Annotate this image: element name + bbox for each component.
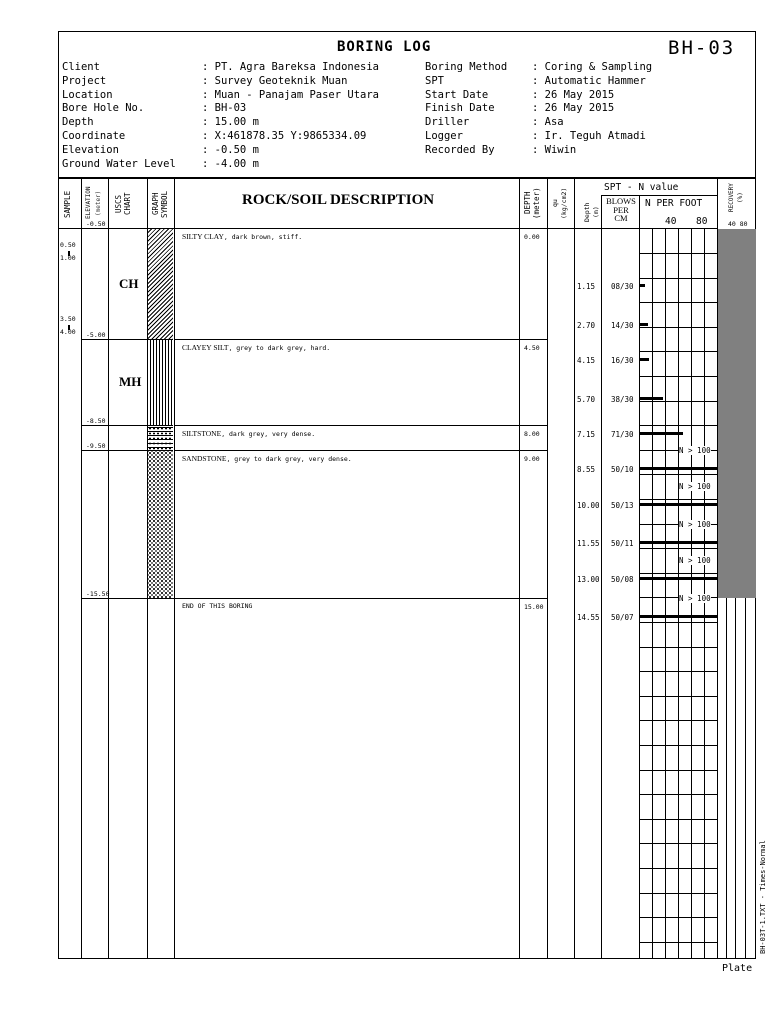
uscs-code: MH: [119, 374, 142, 390]
n-axis-tick-80: 80: [696, 216, 708, 227]
spt-depth: 8.55: [577, 464, 596, 474]
header-value-line: : PT. Agra Bareksa Indonesia: [202, 61, 380, 73]
col-divider-spt-depth: [601, 195, 602, 959]
col-divider-depth: [547, 177, 548, 959]
spt-depth: 10.00: [577, 500, 600, 510]
spt-blows: 38/30: [611, 394, 634, 404]
spt-depth: 13.00: [577, 574, 600, 584]
col-header-elevation: ELEVATION: [85, 186, 92, 220]
layer-description-text: END OF THIS BORING: [182, 602, 253, 610]
spt-depth: 2.70: [577, 320, 596, 330]
col-divider-sample: [81, 177, 82, 959]
layer-description: [182, 454, 352, 463]
col-header-uscs: USCS CHART: [114, 192, 132, 216]
log-title: BORING LOG: [337, 39, 432, 55]
layer-soil-name: CLAYEY SILT: [182, 343, 229, 352]
spt-n-bar: [639, 577, 717, 580]
layer-depth: 9.00: [524, 455, 540, 463]
col-divider-graph: [174, 177, 175, 959]
col-header-spt-title: SPT - N value: [604, 182, 679, 193]
layer-boundary: [174, 598, 547, 599]
col-header-recovery: RECOVERY (%): [728, 183, 744, 213]
layer-description-text: , grey to dark grey, hard.: [228, 344, 331, 352]
sample-bottom-depth: 1.00: [60, 253, 76, 262]
spt-n-bar: [639, 284, 645, 287]
header-label-line: Coordinate: [62, 129, 126, 142]
col-header-spt-depth: Depth (m): [583, 202, 600, 222]
header-label-line: Bore Hole No.: [62, 102, 145, 115]
spt-depth: 14.55: [577, 612, 600, 622]
spt-n-bar: [639, 397, 663, 400]
hole-id: BH-03: [668, 37, 736, 59]
layer-elevation: -0.50: [86, 220, 106, 228]
header-label-line: Driller: [425, 116, 470, 129]
header-label-line: Elevation: [62, 143, 119, 156]
sample-top-depth: 3.50: [60, 315, 76, 324]
header-value-line: : Survey Geoteknik Muan: [202, 74, 348, 87]
col-divider-qu: [574, 177, 575, 959]
spt-depth: 7.15: [577, 430, 596, 440]
plate-label: Plate: [722, 963, 753, 974]
col-divider-elev: [108, 177, 109, 959]
col-header-blows: BLOWS PER CM: [606, 196, 636, 223]
layer-soil-name: SANDSTONE: [182, 454, 227, 463]
col-header-elevation-unit: (meter): [95, 190, 102, 216]
spt-depth: 11.55: [577, 538, 600, 548]
col-divider-desc: [519, 177, 520, 959]
header-label-line: Logger: [425, 129, 463, 142]
file-note: BH-03T-1.TXT - Times-Normal: [759, 840, 767, 954]
header-right-values: [532, 61, 652, 158]
header-value-line: : Wiwin: [532, 143, 577, 156]
elevation-tick: [81, 450, 108, 451]
elevation-tick: [81, 425, 108, 426]
layer-depth: 4.50: [524, 344, 540, 352]
header-value-line: : 15.00 m: [202, 116, 259, 129]
spt-refusal-note: N > 100: [679, 519, 711, 529]
spt-blows: 16/30: [611, 356, 634, 366]
graph-symbol-mh: [148, 339, 173, 426]
recovery-grid-col: [726, 598, 727, 959]
layer-soil-name: SILTSTONE: [182, 429, 222, 439]
spt-n-bar: [639, 467, 717, 470]
col-header-sample: SAMPLE: [63, 190, 72, 218]
col-header-qu: qu (kg/cm2): [551, 187, 568, 219]
layer-description: [182, 429, 315, 438]
header-label-line: Recorded By: [425, 143, 495, 156]
layer-elevation: -5.00: [86, 331, 106, 339]
header-value-line: : Automatic Hammer: [532, 74, 646, 87]
spt-depth: 1.15: [577, 282, 596, 292]
layer-description: [182, 343, 330, 352]
spt-depth: 5.70: [577, 394, 596, 404]
header-left-labels: [62, 61, 176, 171]
layer-boundary: [174, 228, 547, 229]
spt-blows: 50/10: [611, 464, 634, 474]
layer-soil-name: SILTY CLAY: [182, 232, 224, 241]
header-value-line: : Coring & Sampling: [532, 61, 653, 73]
header-value-line: : BH-03: [202, 102, 247, 115]
layer-depth: 8.00: [524, 430, 540, 439]
spt-blows: 50/13: [611, 500, 634, 510]
header-value-line: : -4.00 m: [202, 157, 259, 170]
spt-blows: 50/11: [611, 538, 634, 548]
layer-description-text: , dark brown, stiff.: [223, 233, 303, 241]
layer-description-text: , dark grey, very dense.: [221, 430, 316, 439]
uscs-boundary: [108, 425, 147, 426]
layer-depth: 0.00: [524, 233, 540, 241]
layer-boundary: [174, 450, 547, 451]
header-right-labels: [425, 61, 507, 158]
recovery-axis-ticks: 40 80: [728, 220, 748, 228]
header-label-line: SPT: [425, 74, 444, 87]
header-label-line: Boring Method: [425, 61, 508, 73]
header-label-line: Location: [62, 88, 113, 101]
layer-description-text: , grey to dark grey, very dense.: [226, 455, 352, 463]
header-label-line: Depth: [62, 116, 94, 129]
recovery-grid-col: [745, 598, 746, 959]
header-value-line: : 26 May 2015: [532, 102, 615, 115]
spt-refusal-note: N > 100: [679, 555, 711, 565]
col-header-n-per-foot: N PER FOOT: [645, 198, 703, 209]
n-axis-tick-40: 40: [665, 216, 677, 227]
elevation-tick: [81, 339, 108, 340]
col-header-depth: DEPTH (meter): [523, 187, 541, 219]
spt-n-bar: [639, 358, 649, 361]
spt-grid-col: [652, 228, 653, 959]
spt-refusal-note: N > 100: [679, 481, 711, 491]
layer-description: [182, 602, 252, 610]
header-value-line: : 26 May 2015: [532, 88, 615, 101]
table-top-border: [58, 177, 756, 179]
layer-boundary: [174, 425, 547, 426]
layer-elevation: -8.50: [86, 417, 106, 426]
header-label-line: Project: [62, 74, 107, 87]
spt-blows: 50/08: [611, 574, 634, 584]
header-label-line: Client: [62, 61, 100, 73]
header-label-line: Finish Date: [425, 102, 495, 115]
spt-n-bar: [639, 615, 717, 618]
recovery-grid-col: [735, 598, 736, 959]
uscs-code: CH: [119, 275, 139, 291]
col-header-description: ROCK/SOIL DESCRIPTION: [242, 192, 435, 208]
layer-description: [182, 232, 302, 241]
spt-blows: 50/07: [611, 612, 634, 622]
layer-elevation: -9.50: [86, 442, 106, 450]
col-header-graph: GRAPH SYMBOL: [151, 190, 169, 218]
spt-blows: 14/30: [611, 320, 634, 330]
elevation-tick: [81, 598, 108, 599]
spt-grid-col: [665, 228, 666, 959]
layer-boundary: [174, 339, 547, 340]
sample-top-depth: 0.50: [60, 241, 76, 250]
layer-depth: 15.00: [524, 603, 544, 611]
graph-symbol-sand: [148, 450, 173, 599]
header-label-line: Ground Water Level: [62, 157, 176, 170]
spt-n-bar: [639, 503, 717, 506]
spt-n-bar: [639, 323, 648, 326]
header-value-line: : X:461878.35 Y:9865334.09: [202, 129, 367, 142]
spt-n-bar: [639, 432, 683, 435]
graph-symbol-silt: [148, 425, 173, 451]
spt-blows: 71/30: [611, 430, 634, 440]
header-value-line: : -0.50 m: [202, 143, 259, 156]
spt-n-bar: [639, 541, 717, 544]
spt-refusal-note: N > 100: [679, 445, 711, 455]
uscs-boundary: [108, 339, 147, 340]
header-value-line: : Asa: [532, 116, 564, 129]
spt-refusal-note: N > 100: [679, 593, 711, 603]
elevation-tick: [81, 228, 108, 229]
uscs-boundary: [108, 598, 174, 599]
header-label-line: Start Date: [425, 88, 489, 101]
sample-bottom-depth: 4.00: [60, 327, 76, 336]
recovery-bar: [718, 229, 756, 598]
uscs-boundary: [108, 450, 147, 451]
graph-symbol-ch: [148, 228, 173, 340]
header-value-line: : Ir. Teguh Atmadi: [532, 129, 646, 142]
layer-elevation: -15.50: [86, 590, 110, 598]
header-left-values: [202, 61, 379, 171]
header-value-line: : Muan - Panajam Paser Utara: [202, 88, 380, 101]
spt-depth: 4.15: [577, 356, 596, 366]
spt-blows: 08/30: [611, 282, 634, 292]
